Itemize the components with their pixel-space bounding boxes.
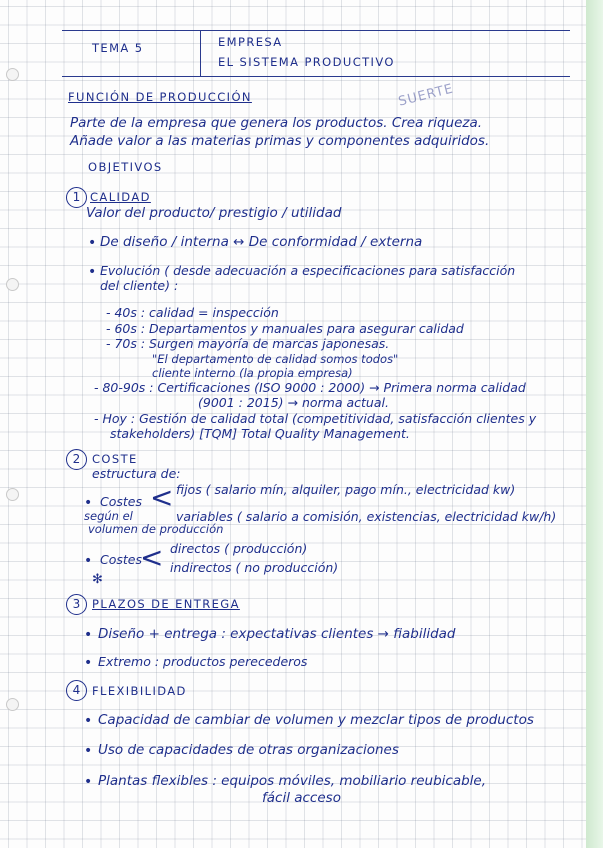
flex-item-1: Capacidad de cambiar de volumen y mezclar tipos de productos	[98, 712, 534, 728]
header-top-line	[62, 30, 570, 31]
coste-variables: variables ( salario a comisión, existencias, electricidad kw/h)	[176, 509, 557, 524]
bullet: •	[88, 235, 97, 251]
bullet: •	[84, 495, 93, 511]
flexibilidad-number: 4	[66, 680, 87, 701]
objetivos-label: OBJETIVOS	[88, 160, 163, 174]
timeline-70s-quote: "El departamento de calidad somos todos"	[152, 352, 399, 366]
page-margin-strip	[586, 0, 603, 848]
coste-fijos: fijos ( salario mín, alquiler, pago mín., electricidad kw)	[176, 482, 516, 497]
coste-indirectos: indirectos ( no producción)	[170, 560, 339, 575]
flex-item-3-cont: fácil acceso	[262, 790, 341, 806]
header-divider	[200, 30, 201, 76]
calidad-types: De diseño / interna ↔ De conformidad / externa	[100, 234, 423, 250]
binder-hole	[6, 488, 19, 501]
header-bottom-line	[62, 76, 570, 77]
binder-hole	[6, 698, 19, 711]
bullet: •	[88, 264, 97, 280]
coste-title: COSTE	[92, 452, 138, 466]
stamp-text: SUERTE	[397, 81, 456, 110]
tema-label: TEMA 5	[92, 41, 144, 55]
timeline-80-90s-note: (9001 : 2015) → norma actual.	[198, 395, 389, 410]
bullet: •	[84, 627, 93, 643]
calidad-number: 1	[66, 187, 87, 208]
bullet: •	[84, 713, 93, 729]
intro-line-2: Añade valor a las materias primas y componentes adquiridos.	[70, 133, 490, 149]
bullet: •	[84, 743, 93, 759]
plazos-title: PLAZOS DE ENTREGA	[92, 597, 240, 611]
timeline-70s: - 70s : Surgen mayoría de marcas japonesas.	[106, 336, 390, 351]
costes-label: Costes	[100, 494, 142, 509]
coste-directos: directos ( producción)	[170, 541, 308, 556]
plazos-item-1: Diseño + entrega : expectativas clientes → fiabilidad	[98, 626, 456, 642]
timeline-60s: - 60s : Departamentos y manuales para asegurar calidad	[106, 321, 464, 336]
brace-icon: <	[140, 541, 164, 574]
costes-label-2: Costes	[100, 552, 142, 567]
subject-label: EMPRESA	[218, 35, 283, 49]
evolucion-line-1: Evolución ( desde adecuación a especificaciones para satisfacción	[100, 263, 516, 278]
flex-item-3: Plantas flexibles : equipos móviles, mobiliario reubicable,	[98, 773, 487, 789]
flexibilidad-title: FLEXIBILIDAD	[92, 684, 187, 698]
plazos-item-2: Extremo : productos perecederos	[98, 654, 308, 669]
star-icon: ✻	[92, 572, 103, 587]
bullet: •	[84, 553, 93, 569]
coste-number: 2	[66, 449, 87, 470]
timeline-70s-note: cliente interno (la propia empresa)	[152, 366, 353, 380]
bullet: •	[84, 774, 93, 790]
evolucion-line-2: del cliente) :	[100, 278, 179, 293]
coste-estructura: estructura de:	[92, 466, 181, 481]
segun-label: según el	[84, 509, 133, 523]
binder-hole	[6, 68, 19, 81]
timeline-hoy-note: stakeholders) [TQM] Total Quality Management.	[110, 426, 410, 441]
unit-title: EL SISTEMA PRODUCTIVO	[218, 55, 395, 69]
calidad-title: CALIDAD	[90, 190, 151, 204]
volumen-label: volumen de producción	[88, 522, 224, 536]
calidad-definition: Valor del producto/ prestigio / utilidad	[86, 205, 342, 221]
section-title: FUNCIÓN DE PRODUCCIÓN	[68, 90, 252, 104]
bullet: •	[84, 655, 93, 671]
timeline-40s: - 40s : calidad = inspección	[106, 305, 279, 320]
intro-line-1: Parte de la empresa que genera los productos. Crea riqueza.	[70, 115, 483, 131]
timeline-80-90s: - 80-90s : Certificaciones (ISO 9000 : 2000) → Primera norma calidad	[94, 380, 526, 395]
brace-icon: <	[150, 481, 174, 514]
flex-item-2: Uso de capacidades de otras organizaciones	[98, 742, 399, 758]
binder-hole	[6, 278, 19, 291]
plazos-number: 3	[66, 594, 87, 615]
timeline-hoy: - Hoy : Gestión de calidad total (competitividad, satisfacción clientes y	[94, 411, 537, 426]
